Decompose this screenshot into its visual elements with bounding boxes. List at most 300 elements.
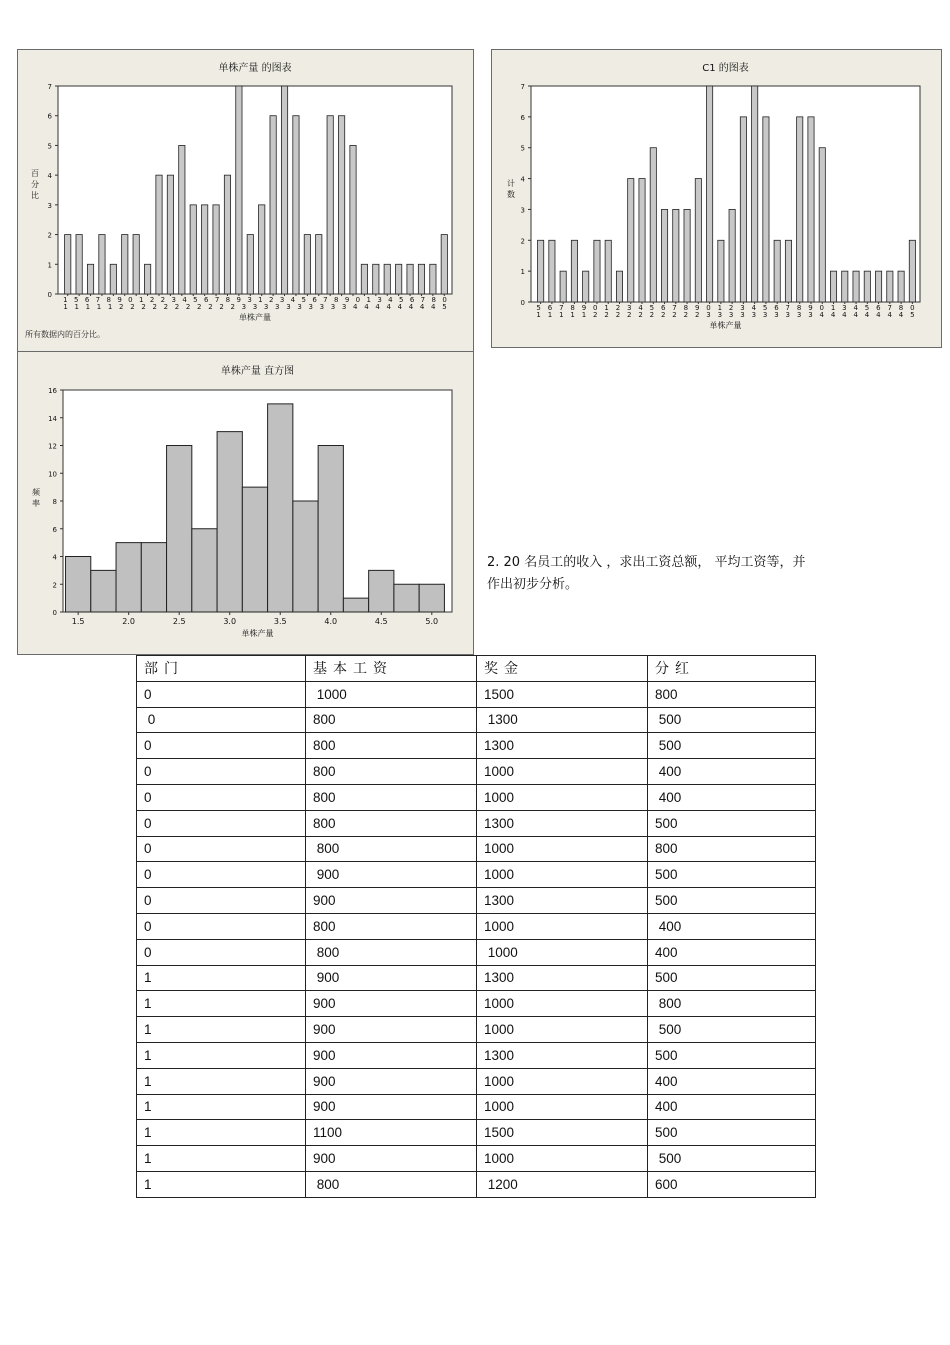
x-tick-label: 6 (547, 304, 553, 312)
x-tick-label: 9 (344, 296, 350, 304)
bar (259, 205, 265, 294)
x-tick-label: 1 (581, 311, 587, 319)
x-tick-label: 8 (334, 296, 339, 304)
bar (99, 235, 105, 294)
header-base-salary: 基本工资 (306, 656, 477, 682)
cell-base-salary: 800 (306, 707, 477, 733)
chart-panel-percent (17, 49, 474, 352)
x-tick-label: 9 (694, 304, 700, 312)
x-tick-label: 2 (649, 311, 655, 319)
x-tick-label: 3 (785, 311, 791, 319)
cell-bonus: 1300 (477, 707, 648, 733)
bar (236, 86, 242, 294)
cell-base-salary: 800 (306, 939, 477, 965)
bar (316, 235, 322, 294)
bar (785, 240, 791, 302)
chart-title: C1 的图表 (702, 63, 749, 74)
bar (729, 209, 735, 302)
x-tick-label: 7 (672, 304, 677, 312)
bar (808, 117, 814, 302)
y-axis-label (32, 487, 41, 508)
x-tick-label: 4 (375, 303, 380, 311)
y-tick-label: 5 (47, 142, 52, 151)
x-tick-label: 3 (808, 311, 813, 319)
table-header-row (137, 656, 816, 682)
bar (76, 235, 82, 294)
y-tick-label: 2 (520, 237, 525, 246)
cell-dividend: 400 (648, 913, 816, 939)
x-tick-label: 4 (853, 311, 858, 319)
cell-base-salary: 900 (306, 1068, 477, 1094)
cell-department: 0 (137, 784, 306, 810)
bar (418, 264, 424, 294)
x-tick-label: 4 (751, 304, 757, 312)
x-tick-label: 9 (581, 304, 587, 312)
cell-base-salary: 900 (306, 965, 477, 991)
bar (560, 271, 566, 302)
cell-dividend: 500 (648, 862, 816, 888)
x-tick-label: 8 (106, 296, 111, 304)
bar (430, 264, 436, 294)
bar (407, 264, 413, 294)
x-tick-label: 6 (204, 296, 209, 304)
cell-dividend: 400 (648, 939, 816, 965)
bar (797, 117, 803, 302)
cell-dividend: 800 (648, 836, 816, 862)
histogram-bar (419, 584, 444, 612)
x-tick-label: 1 (570, 311, 575, 319)
bar (752, 86, 758, 302)
x-tick-label: 0 (442, 296, 447, 304)
x-tick-label: 4 (898, 311, 904, 319)
x-tick-label: 3 (796, 311, 802, 319)
bar (384, 264, 390, 294)
bar (350, 145, 356, 294)
bar (87, 264, 93, 294)
y-tick-label: 6 (520, 113, 525, 122)
chart-panel-histogram (17, 351, 474, 655)
table-row (137, 1171, 816, 1197)
cell-dividend: 500 (648, 1146, 816, 1172)
table-body (137, 681, 816, 1197)
cell-bonus: 1000 (477, 836, 648, 862)
cell-department: 0 (137, 681, 306, 707)
cell-dividend: 500 (648, 1042, 816, 1068)
x-tick-label: 3.5 (273, 617, 287, 626)
x-tick-label: 4 (830, 311, 836, 319)
bar (819, 148, 825, 302)
count-bar-chart (492, 50, 943, 349)
x-tick-label: 1 (547, 311, 553, 319)
y-tick-label: 4 (47, 172, 52, 181)
bar (202, 205, 208, 294)
x-tick-label: 4.5 (374, 617, 388, 626)
cell-bonus: 1000 (477, 862, 648, 888)
y-axis-label-char: 频 (32, 488, 40, 497)
cell-base-salary: 900 (306, 1017, 477, 1043)
cell-bonus: 1000 (477, 1017, 648, 1043)
cell-base-salary: 1000 (306, 681, 477, 707)
histogram-bar (394, 584, 419, 612)
cell-bonus: 1300 (477, 733, 648, 759)
x-tick-label: 1 (96, 303, 102, 311)
histogram-bar (141, 543, 166, 612)
x-tick-label: 1.5 (71, 617, 85, 626)
chart-title: 单株产量 的图表 (218, 63, 292, 74)
y-tick-label: 2 (47, 231, 52, 240)
x-tick-label: 3 (330, 303, 336, 311)
y-tick-label: 2 (52, 581, 57, 590)
bar (594, 240, 600, 302)
x-tick-label: 8 (683, 304, 689, 312)
histogram-bar (192, 529, 217, 612)
cell-base-salary: 1100 (306, 1120, 477, 1146)
x-tick-label: 1 (717, 304, 723, 312)
cell-base-salary: 800 (306, 1171, 477, 1197)
cell-bonus: 1000 (477, 784, 648, 810)
table-row (137, 991, 816, 1017)
y-axis-label (31, 169, 39, 200)
histogram-bar (91, 570, 116, 612)
bar (396, 264, 402, 294)
cell-department: 0 (137, 862, 306, 888)
x-tick-label: 2 (683, 311, 689, 319)
x-tick-label: 2 (152, 303, 157, 311)
y-tick-label: 4 (520, 175, 525, 184)
plot-area (531, 86, 920, 302)
bar (887, 271, 893, 302)
bar (110, 264, 116, 294)
x-tick-label: 4 (876, 311, 881, 319)
bar (213, 205, 219, 294)
x-tick-label: 1 (258, 296, 263, 304)
x-tick-label: 2 (174, 303, 180, 311)
cell-dividend: 800 (648, 681, 816, 707)
x-tick-label: 4 (386, 303, 391, 311)
histogram-bar (268, 404, 293, 612)
x-tick-label: 3 (377, 296, 382, 304)
bar (661, 209, 667, 302)
x-tick-label: 1 (63, 296, 68, 304)
histogram-bar (242, 487, 267, 612)
x-tick-label: 8 (796, 304, 802, 312)
x-tick-label: 2 (604, 311, 609, 319)
x-axis-label: 单株产量 (709, 321, 742, 330)
x-tick-label: 2 (163, 303, 169, 311)
cell-bonus: 1000 (477, 1094, 648, 1120)
x-tick-label: 2.0 (122, 617, 136, 626)
x-tick-label: 2 (160, 296, 166, 304)
x-tick-label: 2.5 (172, 617, 186, 626)
x-tick-label: 8 (431, 296, 436, 304)
bar (247, 235, 253, 294)
x-tick-label: 9 (808, 304, 813, 312)
cell-dividend: 500 (648, 888, 816, 914)
bar (898, 271, 904, 302)
y-axis-label-char: 率 (32, 499, 40, 508)
cell-department: 1 (137, 965, 306, 991)
x-tick-label: 3 (774, 311, 779, 319)
x-tick-label: 0 (910, 304, 915, 312)
cell-dividend: 400 (648, 784, 816, 810)
chart-title: 单株产量 直方图 (220, 366, 295, 377)
cell-bonus: 1000 (477, 939, 648, 965)
x-tick-label: 5 (301, 296, 306, 304)
x-tick-label: 3 (842, 304, 847, 312)
x-axis-label: 单株产量 (239, 313, 271, 322)
x-tick-label: 6 (660, 304, 666, 312)
cell-base-salary: 800 (306, 759, 477, 785)
cell-department: 1 (137, 1094, 306, 1120)
bar (538, 240, 544, 302)
x-tick-label: 1 (366, 296, 371, 304)
y-axis-label-char: 计 (507, 179, 515, 188)
cell-department: 1 (137, 1068, 306, 1094)
bar (639, 179, 645, 302)
cell-dividend: 500 (648, 1120, 816, 1146)
header-department: 部门 (137, 656, 306, 682)
x-tick-label: 2 (672, 311, 677, 319)
x-tick-label: 3 (706, 311, 711, 319)
cell-bonus: 1000 (477, 1068, 648, 1094)
x-tick-label: 1 (139, 296, 144, 304)
y-tick-label: 4 (52, 553, 57, 562)
table-row (137, 1017, 816, 1043)
x-tick-label: 2 (627, 311, 632, 319)
x-tick-label: 3 (751, 311, 757, 319)
y-tick-label: 12 (48, 442, 57, 451)
bar (695, 179, 701, 302)
cell-base-salary: 800 (306, 784, 477, 810)
table-row (137, 888, 816, 914)
x-tick-label: 9 (236, 296, 241, 304)
x-tick-label: 2 (660, 311, 666, 319)
x-tick-label: 2 (197, 303, 202, 311)
bar (144, 264, 150, 294)
bar (327, 116, 333, 294)
cell-base-salary: 900 (306, 888, 477, 914)
x-tick-label: 3 (740, 304, 745, 312)
x-tick-label: 0 (128, 296, 133, 304)
cell-department: 1 (137, 1042, 306, 1068)
x-tick-label: 3 (762, 311, 768, 319)
bar (179, 145, 185, 294)
bar (224, 175, 230, 294)
cell-dividend: 500 (648, 810, 816, 836)
bar (304, 235, 310, 294)
y-tick-label: 0 (520, 299, 525, 307)
histogram-bar (293, 501, 318, 612)
x-tick-label: 2 (615, 311, 621, 319)
cell-base-salary: 900 (306, 862, 477, 888)
x-tick-label: 0 (593, 304, 598, 312)
x-tick-label: 3 (263, 303, 269, 311)
cell-dividend: 500 (648, 1017, 816, 1043)
x-tick-label: 4 (431, 303, 436, 311)
x-tick-label: 2 (728, 304, 734, 312)
cell-base-salary: 900 (306, 1146, 477, 1172)
bar (864, 271, 870, 302)
cell-department: 0 (137, 733, 306, 759)
cell-department: 1 (137, 991, 306, 1017)
histogram-bar (66, 557, 91, 613)
bar (270, 116, 276, 294)
cell-bonus: 1300 (477, 888, 648, 914)
cell-dividend: 600 (648, 1171, 816, 1197)
x-tick-label: 3 (740, 311, 745, 319)
cell-dividend: 500 (648, 965, 816, 991)
bar (190, 205, 196, 294)
x-tick-label: 4 (397, 303, 403, 311)
cell-bonus: 1500 (477, 681, 648, 707)
x-tick-label: 3 (341, 303, 347, 311)
x-tick-label: 3 (297, 303, 302, 311)
x-tick-label: 6 (876, 304, 881, 312)
header-dividend: 分红 (648, 656, 816, 682)
x-tick-label: 3 (319, 303, 325, 311)
x-tick-label: 5 (74, 296, 79, 304)
bar (281, 86, 287, 294)
x-tick-label: 7 (887, 304, 892, 312)
histogram-bar (116, 543, 141, 612)
x-tick-label: 2 (694, 311, 700, 319)
cell-bonus: 1300 (477, 1042, 648, 1068)
bar (830, 271, 836, 302)
bar (167, 175, 173, 294)
x-tick-label: 5 (442, 303, 447, 311)
x-tick-label: 2 (208, 303, 213, 311)
task-description: 2. 20 名员工的收入 ，求出工资总额， 平均工资等，并作出初步分析。 (487, 555, 806, 592)
bar (707, 86, 713, 302)
x-tick-label: 3 (627, 304, 632, 312)
x-tick-label: 2 (593, 311, 598, 319)
x-tick-label: 3 (279, 296, 285, 304)
cell-base-salary: 900 (306, 991, 477, 1017)
bar (549, 240, 555, 302)
table-row (137, 1068, 816, 1094)
y-tick-label: 7 (47, 83, 52, 91)
table-row (137, 862, 816, 888)
cell-base-salary: 900 (306, 1094, 477, 1120)
x-tick-label: 1 (559, 311, 564, 319)
x-tick-label: 4 (408, 303, 414, 311)
header-bonus: 奖金 (477, 656, 648, 682)
x-tick-label: 4 (864, 311, 870, 319)
bar (718, 240, 724, 302)
cell-bonus: 1000 (477, 991, 648, 1017)
x-tick-label: 5 (193, 296, 198, 304)
x-tick-label: 9 (117, 296, 122, 304)
y-tick-label: 6 (47, 112, 52, 121)
cell-department: 0 (137, 759, 306, 785)
bar (373, 264, 379, 294)
table-row (137, 707, 816, 733)
table-row (137, 939, 816, 965)
bar (763, 117, 769, 302)
cell-bonus: 1200 (477, 1171, 648, 1197)
x-tick-label: 2 (230, 303, 235, 311)
cell-bonus: 1000 (477, 913, 648, 939)
x-tick-label: 4 (819, 311, 824, 319)
x-tick-label: 3 (171, 296, 176, 304)
bar (740, 117, 746, 302)
x-tick-label: 1 (74, 303, 79, 311)
cell-department: 1 (137, 1017, 306, 1043)
cell-bonus: 1300 (477, 965, 648, 991)
chart-panel-count (491, 49, 942, 348)
x-tick-label: 1 (536, 311, 541, 319)
plot-area (58, 86, 452, 294)
x-tick-label: 2 (638, 311, 643, 319)
x-tick-label: 4 (842, 311, 847, 319)
cell-department: 0 (137, 707, 306, 733)
y-tick-label: 5 (520, 144, 525, 153)
bar (583, 271, 589, 302)
cell-department: 0 (137, 939, 306, 965)
cell-bonus: 1000 (477, 1146, 648, 1172)
x-tick-label: 3 (308, 303, 313, 311)
x-tick-label: 5.0 (425, 617, 439, 626)
x-tick-label: 7 (420, 296, 426, 304)
bar (133, 235, 139, 294)
x-tick-label: 3 (275, 303, 280, 311)
bar (774, 240, 780, 302)
y-tick-label: 3 (520, 206, 525, 215)
bar (338, 116, 344, 294)
x-tick-label: 5 (536, 304, 541, 312)
histogram-bar (318, 446, 343, 613)
x-tick-label: 5 (910, 311, 915, 319)
y-tick-label: 0 (47, 291, 52, 299)
cell-department: 0 (137, 913, 306, 939)
x-tick-label: 0 (706, 304, 711, 312)
x-tick-label: 5 (864, 304, 870, 312)
x-tick-label: 8 (898, 304, 904, 312)
bar (65, 235, 71, 294)
x-tick-label: 6 (84, 296, 90, 304)
table-row (137, 810, 816, 836)
table-row (137, 784, 816, 810)
x-tick-label: 4 (887, 311, 892, 319)
histogram-bar (217, 432, 242, 612)
x-tick-label: 0 (819, 304, 824, 312)
bar (842, 271, 848, 302)
table-row (137, 1094, 816, 1120)
bar (853, 271, 859, 302)
x-tick-label: 3 (728, 311, 734, 319)
x-tick-label: 3.0 (223, 617, 237, 626)
bar (156, 175, 162, 294)
percent-bar-chart (18, 50, 475, 353)
histogram-bar (167, 446, 192, 613)
y-tick-label: 7 (520, 83, 525, 91)
x-tick-label: 7 (785, 304, 791, 312)
x-tick-label: 4 (853, 304, 858, 312)
y-axis-label-char: 百 (31, 169, 39, 178)
x-axis-label: 单株产量 (241, 629, 274, 638)
x-tick-label: 2 (219, 303, 224, 311)
y-tick-label: 16 (48, 387, 57, 395)
bar (628, 179, 634, 302)
cell-bonus: 1300 (477, 810, 648, 836)
cell-dividend: 500 (648, 707, 816, 733)
x-tick-label: 2 (130, 303, 135, 311)
y-tick-label: 3 (47, 201, 52, 210)
table-row (137, 759, 816, 785)
bar (571, 240, 577, 302)
y-tick-label: 8 (52, 498, 57, 506)
table-row (137, 1146, 816, 1172)
